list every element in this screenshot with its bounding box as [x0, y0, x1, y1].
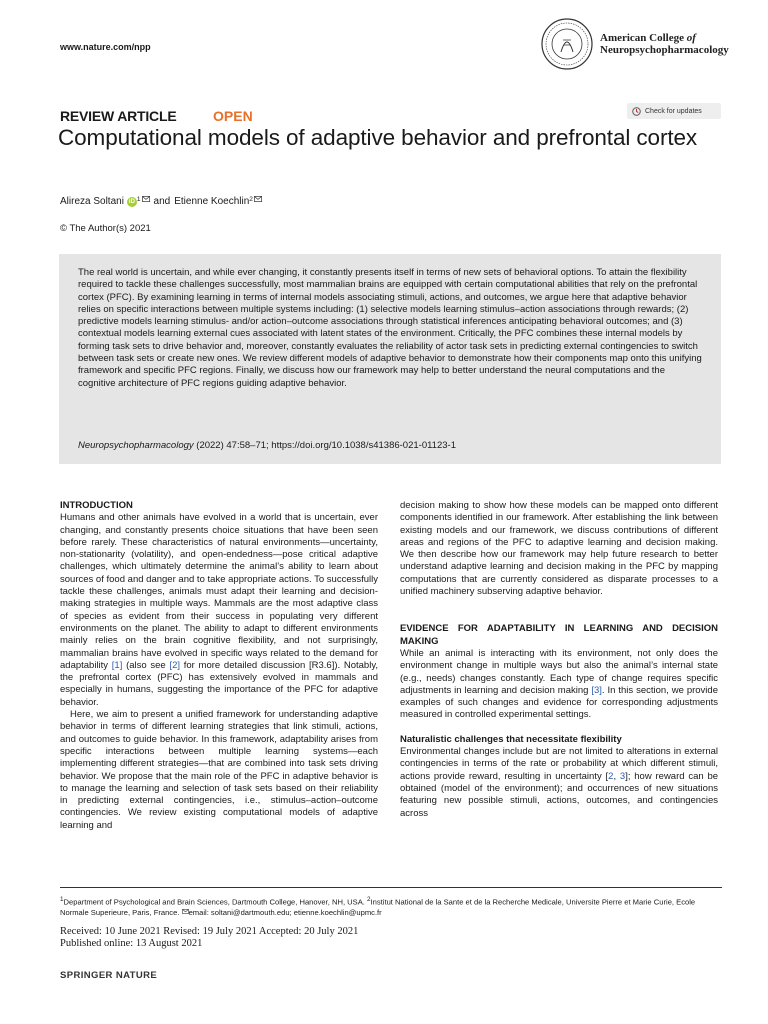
- affiliation-1-marker: 1: [60, 896, 64, 903]
- intro-text-b: (also see: [122, 659, 170, 671]
- author-koechlin-affiliation: 2: [249, 196, 253, 203]
- right-paragraph-1: decision making to show how these models can be mapped onto different components identified in our framework. After establishing the link between existing models and our framework, we discuss contributions of different areas and regions of the PFC to adaptive learning and decision making. We then describe how our framework may help future research to better understand adaptive learning and decision making in the PFC by mapping computations that are currently considered as disparate processes to a unified machinery subserving adaptive behavior.: [400, 500, 718, 598]
- society-name: [600, 32, 729, 56]
- article-type: REVIEW ARTICLE: [60, 108, 177, 124]
- society-name-line1: American College: [600, 32, 684, 44]
- reference-link-3[interactable]: [3]: [591, 684, 602, 696]
- abstract-text: The real world is uncertain, and while ever changing, it constantly presents itself in terms of new sets of behavioral options. To attain the flexibility required to tackle these challenges successfully, most mammalian brains are equipped with certain computational abilities that rely on the prefrontal cortex (PFC). By examining learning in terms of internal models associating stimuli, actions, and outcomes, we argue here that adaptive behavior relies on specific interactions between multiple systems including: (1) selective models learning stimulus–action associations through rewards; (2) predictive models learning stimulus- and/or action–outcome associations through statistical inferences anticipating behavioral outcomes; and (3) contextual models learning external cues associated with latent states of the environment. Critically, the PFC combines these internal models by forming task sets to drive behavior and, moreover, constantly evaluates the reliability of actor task sets in predicting external contingencies to switch between task sets or create new ones. We review different models of adaptive behavior to demonstrate how their components map onto this unifying framework and specific PFC regions. Finally, we discuss how our framework may help to better understand the neural computations and the cognitive architecture of PFC regions guiding adaptive behavior.: [78, 267, 702, 389]
- reference-link-1[interactable]: [1]: [111, 659, 123, 671]
- intro-paragraph-2: Here, we aim to present a unified framework for understanding adaptive behavior in terms of different learning strategies that link stimuli, actions, and outcomes to guide behavior. In this framework, adaptability arises from specific interactions between multiple learning systems—each implementing different strategies—that are combined into task sets driving behavior. We propose that the main role of the PFC in adaptive behavior is to manage the learning and selection of task sets based on their reliability in predicting external contingencies, i.e., stimulus–action–outcome contingencies. We review existing computational models of adaptive learning and: [60, 709, 378, 831]
- evidence-text-b: . In this section, we provide examples of such changes and evidence for corresponding adjustments measured in controlled experimental settings.: [400, 684, 718, 721]
- reference-link-2[interactable]: [2]: [169, 659, 181, 671]
- corresponding-emails[interactable]: email: soltani@dartmouth.edu; etienne.koechlin@upmc.fr: [188, 908, 382, 918]
- author-soltani[interactable]: Alireza Soltani: [60, 196, 124, 207]
- author-conjunction: and: [153, 196, 171, 207]
- orcid-icon[interactable]: iD: [128, 198, 135, 205]
- acnp-seal-logo: [541, 18, 593, 70]
- introduction-heading: INTRODUCTION: [60, 500, 133, 511]
- author-soltani-affiliation: 1: [136, 196, 141, 203]
- copyright-line: © The Author(s) 2021: [60, 223, 151, 234]
- intro-text-a: Humans and other animals have evolved in a world that is uncertain, ever changing, and constantly presents choice situations that have been seen before rarely. These characteristics of natural environments—uncertainty, non-stationarity (volatility), and open-endedness—pose critical adaptive challenges, which ultimately determine the animal’s ability to learn about sources of food and danger and to take appropriate actions. To successfully tackle these challenges, animals must adapt their learning and decision-making strategies in multiple ways. Mammals are the most adaptive class of species as evident from their success in populating very different environments on the planet. The ability to adapt to different environments mainly relies on the brain cognitive flexibility, and not surprisingly, mammalian brains have evolved in specific ways related to the demand for adaptability: [60, 512, 378, 671]
- footnote-divider: [60, 887, 722, 888]
- check-for-updates-button[interactable]: [627, 103, 721, 119]
- open-access-label: OPEN: [213, 108, 253, 124]
- citation-line: [78, 440, 456, 451]
- journal-url[interactable]: www.nature.com/npp: [60, 42, 151, 52]
- publication-dates: [60, 926, 358, 950]
- email-icon[interactable]: [254, 196, 262, 202]
- author-koechlin[interactable]: Etienne Koechlin: [174, 196, 250, 207]
- affiliation-2: Institut National de la Sante et de la Recherche Medicale, Universite Pierre et Marie Curie, Ecole Normale Superieure, Paris, France.: [60, 897, 696, 918]
- affiliation-1: Department of Psychological and Brain Sciences, Dartmouth College, Hanover, NH, USA.: [63, 897, 368, 907]
- affiliations-footnote: [60, 895, 722, 919]
- affiliation-2-marker: 2: [367, 896, 371, 903]
- email-icon: [182, 909, 189, 914]
- author-list: [60, 196, 262, 207]
- body-right-column: [400, 500, 718, 820]
- intro-text-c: for more detailed discussion [R3.6]). Notably, the prefrontal cortex (PFC) has extensively evolved in mammals and especially in humans, suggesting the importance of the PFC for adaptive behavior.: [60, 659, 379, 708]
- evidence-heading: EVIDENCE FOR ADAPTABILITY IN LEARNING AND DECISION MAKING: [400, 623, 718, 647]
- reference-link-3b[interactable]: 3: [619, 770, 626, 782]
- check-updates-icon: [632, 107, 641, 116]
- naturalistic-text-b: ]; how reward can be obtained (model of the environment); and occurrences of new situations featuring new possible stimuli, actions, outcomes, and contingencies across: [400, 770, 719, 819]
- naturalistic-subheading: Naturalistic challenges that necessitate flexibility: [400, 733, 622, 745]
- evidence-paragraph: [400, 648, 718, 722]
- society-name-of: of: [686, 32, 696, 44]
- reference-link-2b[interactable]: 2: [608, 770, 614, 782]
- evidence-text-a: While an animal is interacting with its environment, not only does the environment change in multiple ways but also the animal’s internal state (e.g., needs) changes constantly. Each type of change requires specific adjustments in learning and decision making: [400, 647, 718, 696]
- intro-paragraph-1: [60, 512, 378, 709]
- email-icon[interactable]: [142, 196, 150, 202]
- body-left-column: [60, 500, 378, 832]
- received-revised-accepted: Received: 10 June 2021 Revised: 19 July 2021 Accepted: 20 July 2021: [60, 926, 359, 937]
- published-online: Published online: 13 August 2021: [60, 938, 203, 949]
- naturalistic-paragraph: [400, 746, 718, 820]
- publisher-logo: SPRINGER NATURE: [60, 970, 158, 981]
- society-name-line2: Neuropsychopharmacology: [600, 44, 729, 56]
- journal-name: Neuropsychopharmacology: [78, 440, 194, 451]
- citation-doi[interactable]: (2022) 47:58–71; https://doi.org/10.1038/s41386-021-01123-1: [193, 440, 456, 451]
- reference-separator: ,: [613, 770, 620, 782]
- naturalistic-text-a: Environmental changes include but are not limited to alterations in external contingencies in terms of the rate or probability at which different stimuli, actions provide reward, resulting in uncertainty [: [400, 746, 718, 782]
- check-updates-label: Check for updates: [645, 107, 702, 115]
- article-title: Computational models of adaptive behavior and prefrontal cortex: [58, 125, 698, 150]
